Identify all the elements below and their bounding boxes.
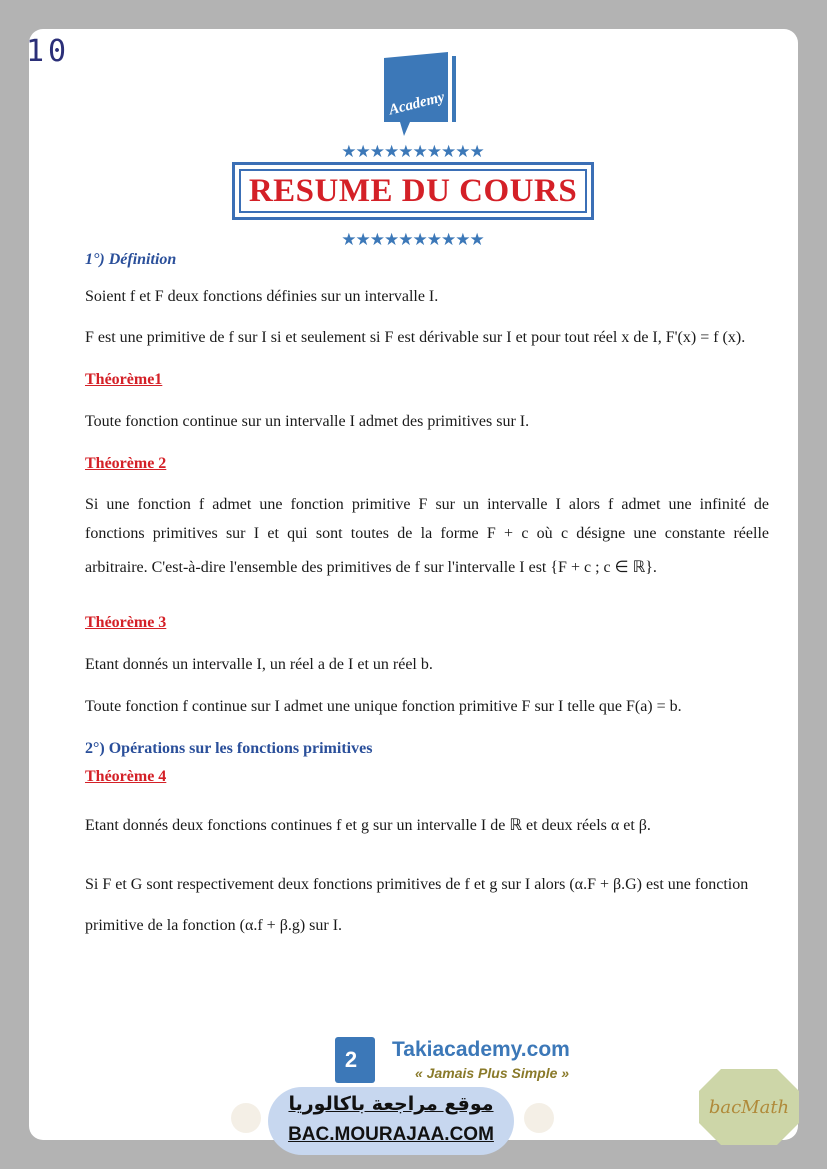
definition-text-2: F est une primitive de f sur I si et seulement si F est dérivable sur I et pour tout réel x de I, F'(x) = f (x). [85, 329, 746, 346]
theorem-1-text: Toute fonction continue sur un intervalle I admet des primitives sur I. [85, 413, 530, 430]
theorem-2-line-3: arbitraire. C'est-à-dire l'ensemble des primitives de f sur l'intervalle I est {F + c ; c ∈ ℝ}. [85, 559, 657, 576]
page-title: RESUME DU COURS [248, 172, 578, 209]
takiacademy-slogan: « Jamais Plus Simple » [415, 1065, 570, 1081]
theorem-3-text-1: Etant donnés un intervalle I, un réel a de I et un réel b. [85, 656, 433, 673]
theorem-4-text-2: Si F et G sont respectivement deux fonctions primitives de f et g sur I alors (α.F + β.G) est une fonction [85, 876, 749, 893]
mouraja-arabic-text[interactable]: موقع مراجعة باكالوريا [288, 1093, 494, 1115]
badge-number: 2 [344, 1047, 358, 1072]
theorem-4-text-3: primitive de la fonction (α.f + β.g) sur I. [85, 917, 343, 934]
section-2-title: 2°) Opérations sur les fonctions primitives [85, 740, 373, 757]
mouraja-left-logo-icon [231, 1103, 261, 1133]
stars-top: ★★★★★★★★★★ [341, 142, 484, 161]
title-banner [232, 162, 594, 220]
theorem-4-text-1: Etant donnés deux fonctions continues f et g sur un intervalle I de ℝ et deux réels α et β. [85, 817, 651, 834]
takiacademy-site-link[interactable]: Takiacademy.com [392, 1038, 570, 1061]
theorem-3-text-2: Toute fonction f continue sur I admet une unique fonction primitive F sur I telle que F(a) = b. [85, 698, 682, 715]
theorem-4-title: Théorème 4 [85, 768, 167, 785]
mouraja-right-logo-icon [524, 1103, 554, 1133]
theorem-2-line-1: Si une fonction f admet une fonction primitive F sur un intervalle I alors f admet une infinité de [85, 496, 769, 513]
takiacademy-logo [380, 50, 464, 140]
theorem-3-title: Théorème 3 [85, 614, 167, 631]
section-1-title: 1°) Définition [85, 251, 177, 268]
theorem-2-line-2: fonctions primitives sur I et qui sont toutes de la forme F + c où c désigne une constante réelle [85, 525, 769, 542]
theorem-2-title: Théorème 2 [85, 455, 167, 472]
bacmath-text: bacMath [708, 1097, 790, 1118]
bacmath-logo [697, 1067, 801, 1147]
definition-text-1: Soient f et F deux fonctions définies sur un intervalle I. [85, 288, 439, 305]
mouraja-site-link[interactable]: BAC.MOURAJAA.COM [288, 1124, 494, 1145]
stars-bottom: ★★★★★★★★★★ [341, 230, 484, 249]
logo-text: Academy [387, 89, 447, 119]
page-number: 10 [26, 34, 71, 69]
theorem-1-title: Théorème1 [85, 371, 163, 388]
